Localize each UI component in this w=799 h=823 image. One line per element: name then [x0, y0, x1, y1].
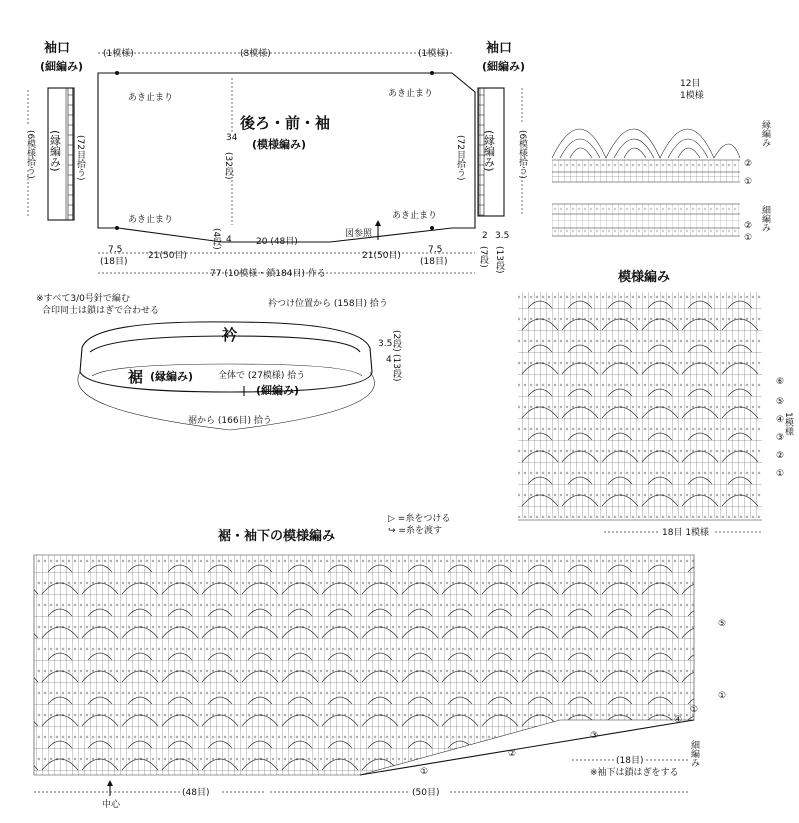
collar-diagram: [78, 297, 402, 430]
hem-label: 裾: [128, 368, 144, 386]
dip-num: 4: [226, 235, 232, 245]
edge-sc-label: 細編み: [760, 205, 770, 232]
pattern-row-2: ②: [776, 451, 785, 461]
right-edge-st: (18目): [420, 257, 448, 267]
hem-row-mark-4: ④: [674, 715, 683, 725]
hem-sc: (細編み): [256, 384, 300, 397]
pattern-chart: [518, 269, 794, 538]
left-cuff-title: 袖口: [44, 41, 71, 56]
edge-detail-chart: [552, 78, 771, 243]
right-edge-cm: 7.5: [428, 245, 443, 255]
stop-bottom-left: あき止まり: [128, 215, 174, 225]
collar-d1-rows: (2段): [391, 330, 401, 352]
collar-d2-rows: (13段): [391, 354, 401, 382]
right-cuff-label: (縁編み): [482, 130, 496, 172]
hem-row-mark-5: ⑤: [718, 619, 727, 629]
top-left-repeat: (1模様): [103, 49, 134, 59]
dip-rows: (4段): [211, 228, 221, 250]
hem-note: ※袖下は鎖はぎをする: [590, 768, 679, 778]
left-cuff: [25, 40, 86, 220]
stop-top-right: あき止まり: [388, 89, 434, 99]
pattern-row-5: ⑤: [776, 397, 785, 407]
pattern-row-4: ④: [776, 415, 785, 425]
right-cuff-title: 袖口: [486, 41, 513, 56]
edge-row-mark-1: ②: [744, 159, 753, 169]
edge-repeat: 1模様: [680, 91, 704, 101]
body-title: 後ろ・前・袖: [240, 114, 331, 132]
hem-st50: (50目): [412, 788, 440, 798]
legend-pass: ↪ =糸を渡す: [388, 526, 442, 536]
hem-pick: 裾から (166目) 拾う: [188, 416, 272, 426]
right-cuff-pick: (6模様拾う): [517, 130, 527, 179]
height-value: 34: [226, 133, 238, 143]
collar-d2: 4: [386, 355, 392, 365]
left-mid: 21(50目): [148, 251, 187, 261]
notes: [36, 292, 159, 316]
stop-top-left: あき止まり: [128, 93, 174, 103]
left-cuff-rows: (72目拾う): [75, 135, 85, 181]
pattern-side-repeat: 1模様: [783, 412, 793, 436]
left-edge-cm: 7.5: [108, 245, 123, 255]
edge-row-mark-4: ①: [744, 233, 753, 243]
hem-row-mark-2: ②: [508, 749, 517, 759]
right-cuff-sub: (細編み): [482, 60, 526, 73]
hem-row-mark-1a: ①: [718, 691, 727, 701]
collar-d1: 3.5: [378, 339, 393, 349]
legend-attach: ▷ =糸をつける: [388, 514, 451, 524]
center-bottom: 20 (48目): [256, 237, 298, 247]
hem-row-mark-1b: ①: [420, 767, 429, 777]
hem-center: 中心: [102, 800, 121, 810]
note-2: 合印同士は鎖はぎで合わせる: [42, 306, 160, 316]
top-right-repeat: (1模様): [418, 49, 449, 59]
right-mid: 21(50目): [362, 251, 401, 261]
hem-row-mark-3: ③: [590, 731, 599, 741]
hem-row-mark-1c: ①: [690, 705, 699, 715]
body-schematic: [98, 47, 509, 279]
left-cuff-sub: (細編み): [40, 60, 84, 73]
top-center-repeat: (8模様): [240, 49, 271, 59]
hem-edge: (縁編み): [150, 370, 194, 383]
left-edge-st: (18目): [100, 257, 128, 267]
pattern-row-1: ①: [776, 469, 785, 479]
edge-row-mark-3: ②: [744, 221, 753, 231]
collar-pick: 衿つけ位置から (158目) 拾う: [268, 299, 388, 309]
hem-st48: (48目): [182, 788, 210, 798]
hem-st18: (18目): [616, 756, 644, 766]
edge-row-mark-2: ①: [744, 177, 753, 187]
r2-cm: 3.5: [495, 231, 510, 241]
hem-chart-title: 裾・袖下の模様編み: [218, 529, 336, 544]
total-pick: 全体で (27模様) 拾う: [218, 371, 306, 381]
hem-chart: [34, 513, 726, 810]
ref-note: 図参照: [345, 229, 373, 239]
pattern-title: 模様編み: [618, 270, 671, 285]
left-cuff-pick: (6模様拾う): [25, 130, 35, 179]
edge-label: 縁編み: [760, 120, 770, 147]
stop-bottom-right: あき止まり: [392, 211, 438, 221]
left-cuff-label: (縁編み): [48, 130, 62, 172]
body-pattern: (模様編み): [252, 138, 307, 151]
r1-rows: (7段): [478, 246, 488, 268]
pattern-row-6: ⑥: [776, 377, 785, 387]
r2-rows: (13段): [494, 246, 504, 274]
note-1: ※すべて3/0号針で編む: [36, 294, 130, 304]
hem-sc-label: 細編み: [689, 740, 699, 767]
collar-label: 衿: [222, 326, 238, 344]
edge-count: 12目: [680, 79, 701, 89]
pattern-repeat: 18目 1模様: [662, 528, 710, 538]
pattern-row-3: ③: [776, 433, 785, 443]
total-width: 77 (10模様・鎖184目) 作る: [210, 269, 326, 279]
height-rows: (32段): [223, 152, 233, 180]
right-cuff-rows: (72目拾う): [455, 135, 465, 181]
right-cuff: [455, 40, 528, 216]
r1-cm: 2: [482, 231, 488, 241]
